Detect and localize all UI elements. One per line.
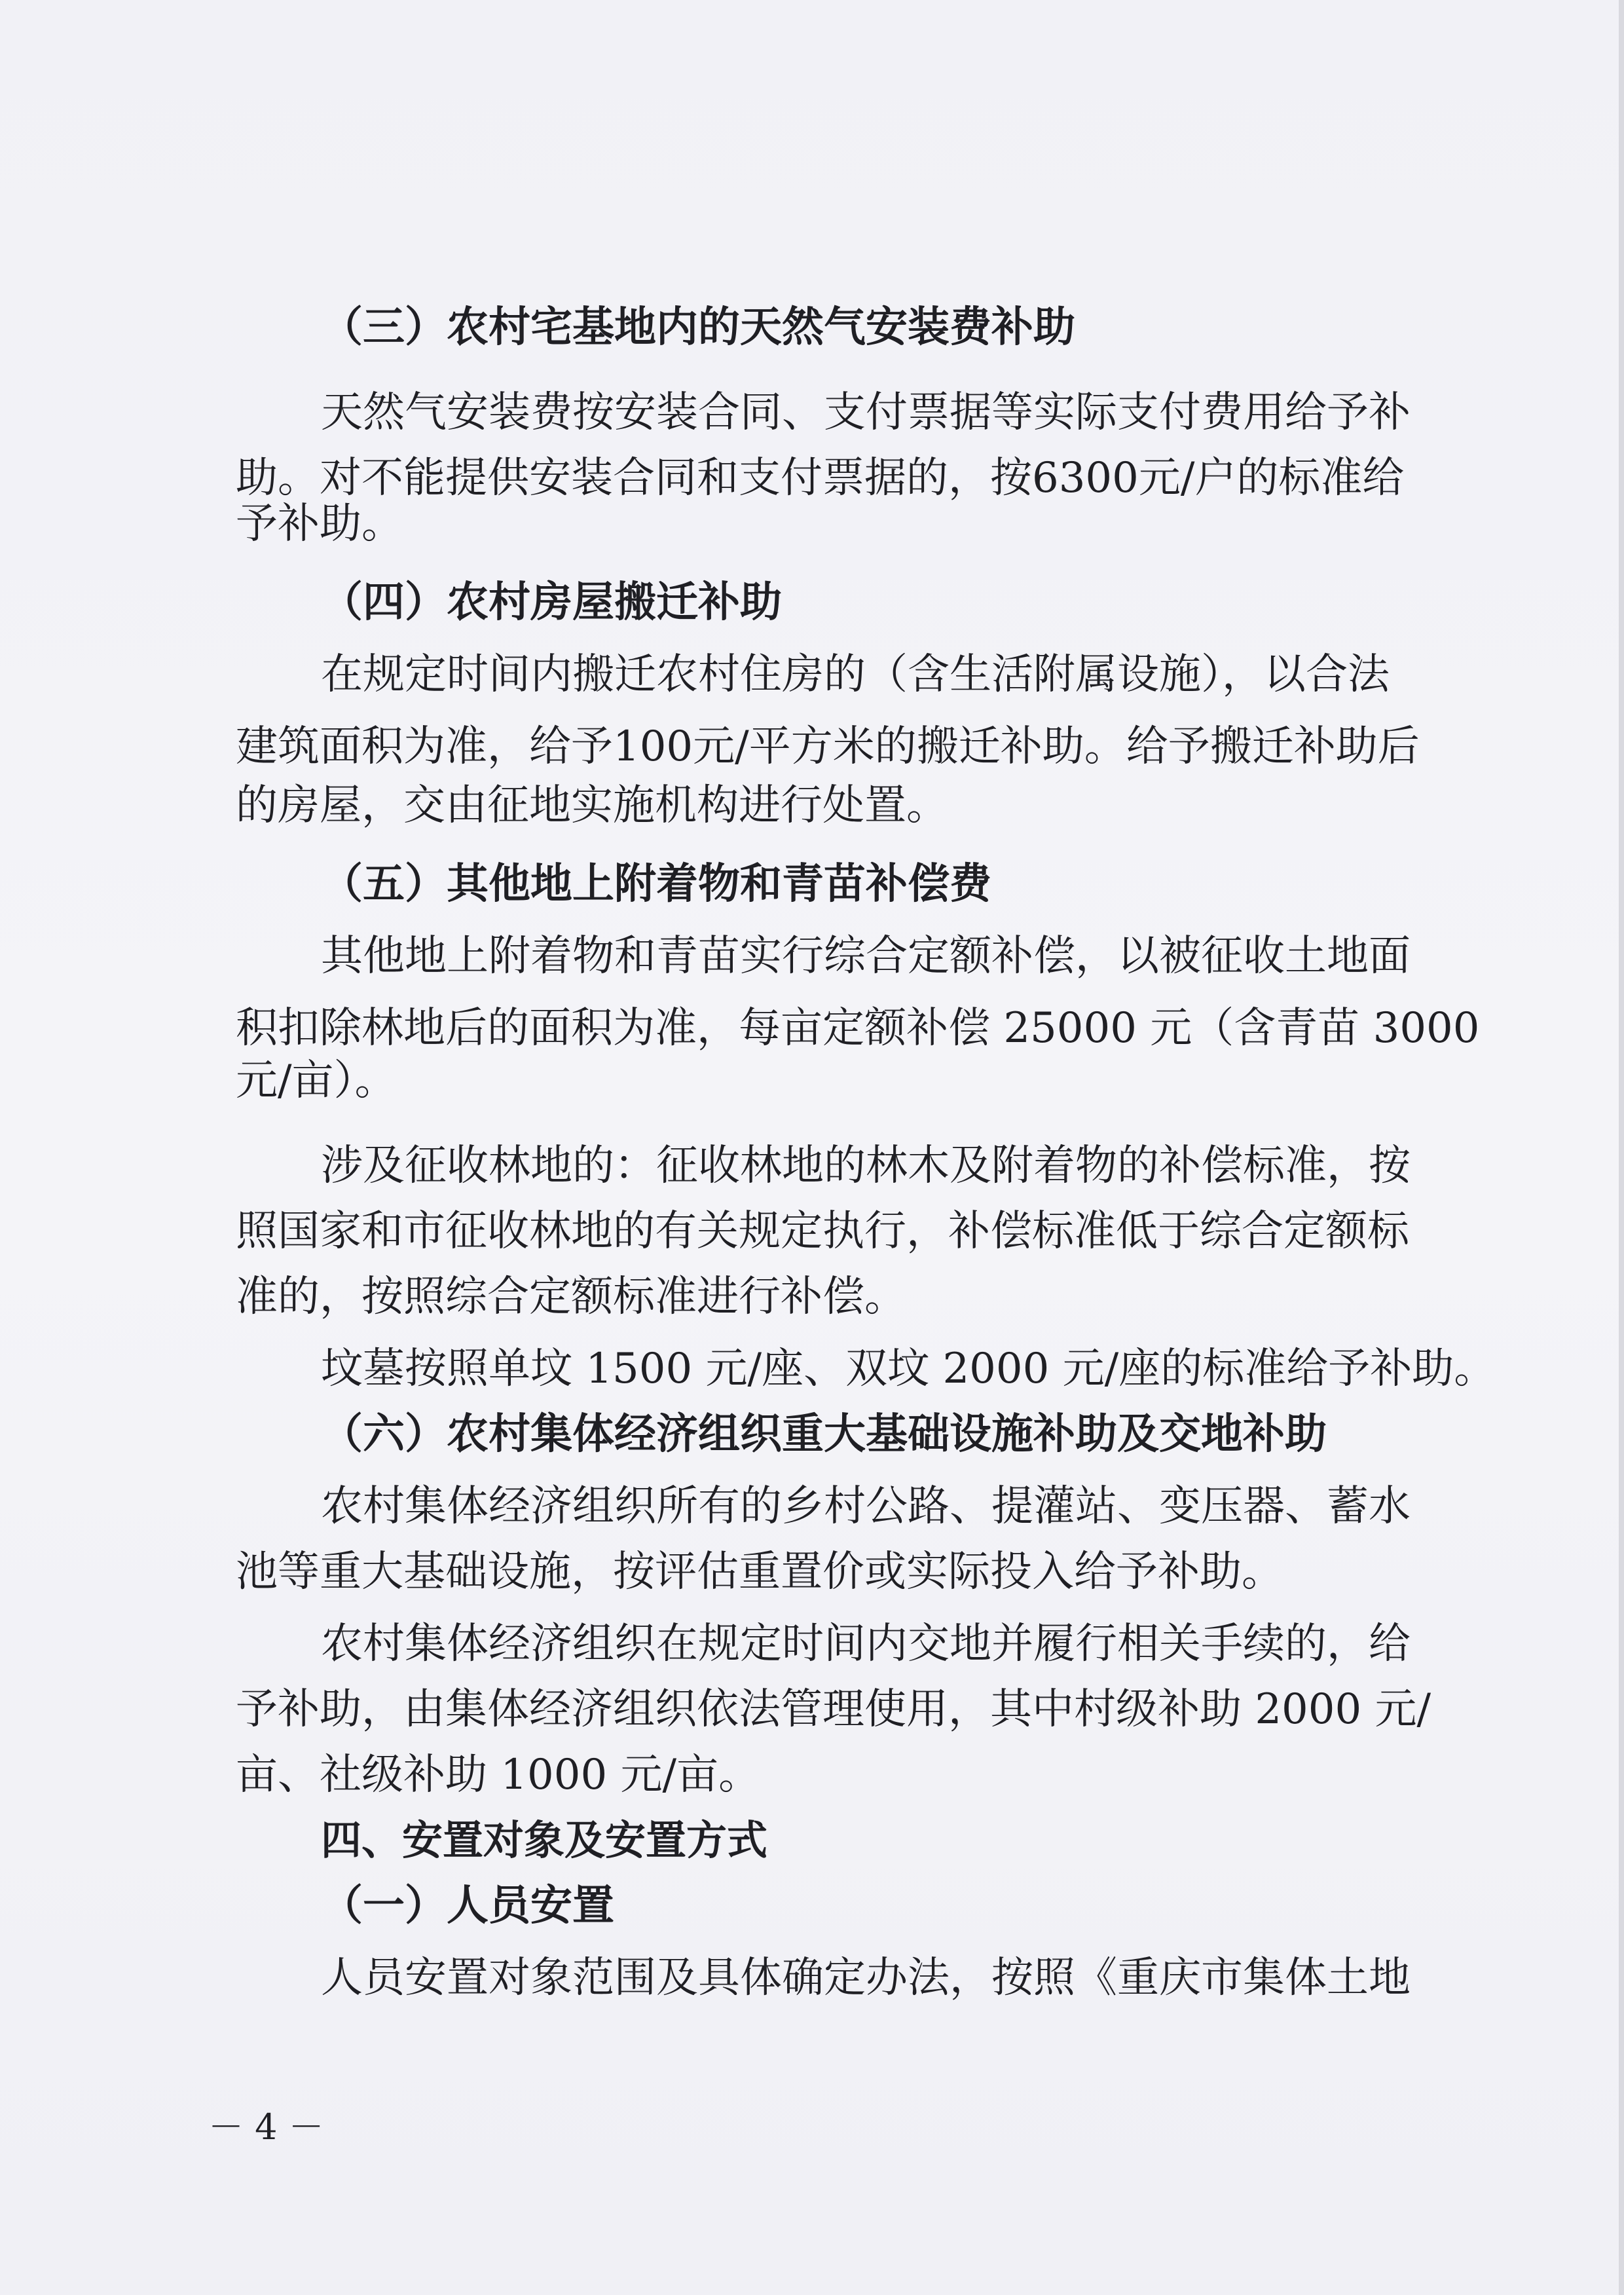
paragraph-line: 助。对不能提供安装合同和支付票据的，按6300元/户的标准给 (236, 454, 1405, 502)
section-heading-resettlement: 四、安置对象及安置方式 (321, 1816, 768, 1864)
subheading-natural-gas-subsidy: （三）农村宅基地内的天然气安装费补助 (321, 303, 1075, 352)
subheading-personnel-resettlement: （一）人员安置 (321, 1881, 614, 1930)
paragraph-line: 建筑面积为准，给予100元/平方米的搬迁补助。给予搬迁补助后 (236, 722, 1420, 771)
paragraph-line: 予补助。 (236, 500, 403, 548)
subheading-other-attachments-compensation: （五）其他地上附着物和青苗补偿费 (321, 859, 991, 908)
paragraph-line: 农村集体经济组织在规定时间内交地并履行相关手续的，给 (321, 1620, 1411, 1668)
subheading-collective-infrastructure-subsidy: （六）农村集体经济组织重大基础设施补助及交地补助 (321, 1409, 1327, 1459)
paragraph-line: 天然气安装费按安装合同、支付票据等实际支付费用给予补 (321, 388, 1411, 437)
paragraph-line: 照国家和市征收林地的有关规定执行，补偿标准低于综合定额标 (236, 1207, 1409, 1256)
paragraph-line: 亩、社级补助 1000 元/亩。 (236, 1751, 761, 1799)
paragraph-line: 坟墓按照单坟 1500 元/座、双坟 2000 元/座的标准给予补助。 (321, 1345, 1496, 1393)
paragraph-line: 准的，按照综合定额标准进行补偿。 (236, 1273, 906, 1321)
paragraph-line: 涉及征收林地的：征收林地的林木及附着物的补偿标准，按 (321, 1142, 1411, 1190)
paragraph-line: 农村集体经济组织所有的乡村公路、提灌站、变压器、蓄水 (321, 1482, 1411, 1531)
paragraph-line: 积扣除林地后的面积为准，每亩定额补偿 25000 元（含青苗 3000 (236, 1004, 1480, 1053)
subheading-house-relocation-subsidy: （四）农村房屋搬迁补助 (321, 578, 782, 627)
page-number: － 4 － (208, 2106, 324, 2148)
paragraph-line: 在规定时间内搬迁农村住房的（含生活附属设施），以合法 (321, 650, 1390, 699)
page-edge (1619, 0, 1624, 2295)
paragraph-line: 予补助，由集体经济组织依法管理使用，其中村级补助 2000 元/ (236, 1685, 1431, 1734)
paragraph-line: 元/亩）。 (236, 1056, 397, 1105)
paragraph-line: 池等重大基础设施，按评估重置价或实际投入给予补助。 (236, 1548, 1283, 1596)
paragraph-line: 人员安置对象范围及具体确定办法，按照《重庆市集体土地 (321, 1954, 1411, 2002)
paragraph-line: 的房屋，交由征地实施机构进行处置。 (236, 781, 948, 830)
paragraph-line: 其他地上附着物和青苗实行综合定额补偿，以被征收土地面 (321, 932, 1411, 980)
